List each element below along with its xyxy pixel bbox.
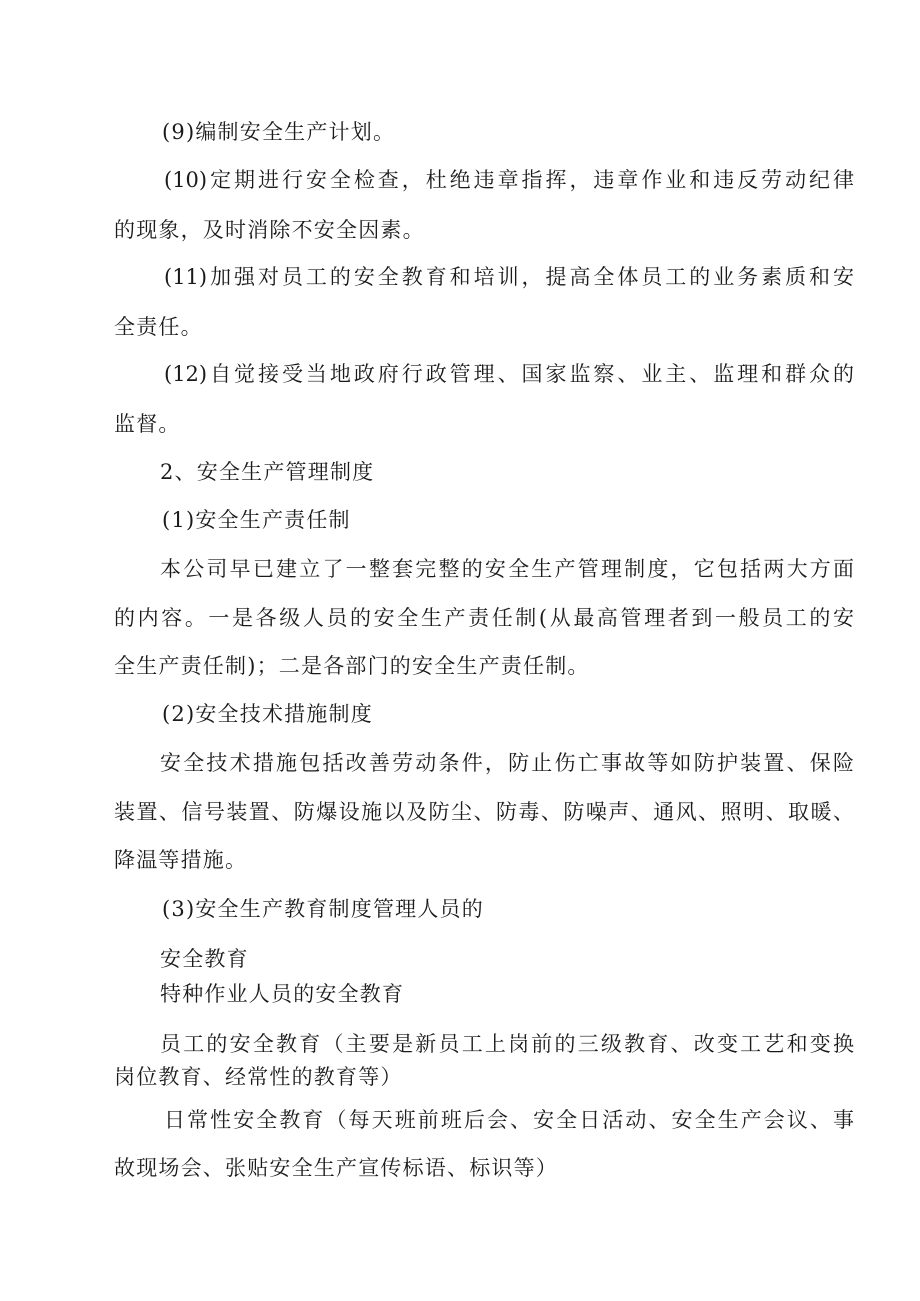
subsection-3-heading: (3)安全生产教育制度管理人员的 <box>162 897 484 921</box>
subsection-2-line-2: 装置、信号装置、防爆设施以及防尘、防毒、防噪声、通风、照明、取暖、 <box>114 800 854 824</box>
subsection-1-line-1: 本公司早已建立了一整套完整的安全生产管理制度，它包括两大方面 <box>160 557 854 581</box>
paragraph-11-line-2: 全责任。 <box>114 315 203 339</box>
paragraph-12-line-2: 监督。 <box>114 412 181 436</box>
education-item-employee-line-2: 岗位教育、经常性的教育等） <box>114 1065 403 1089</box>
paragraph-10-line-2: 的现象，及时消除不安全因素。 <box>114 218 425 242</box>
paragraph-10-line-1: (10)定期进行安全检查，杜绝违章指挥，违章作业和违反劳动纪律 <box>164 168 854 192</box>
subsection-1-line-2: 的内容。一是各级人员的安全生产责任制(从最高管理者到一般员工的安 <box>114 606 854 630</box>
education-item-daily-line-2: 故现场会、张贴安全生产宣传标语、标识等） <box>114 1156 558 1180</box>
subsection-2-heading: (2)安全技术措施制度 <box>162 702 373 726</box>
paragraph-11-line-1: (11)加强对员工的安全教育和培训，提高全体员工的业务素质和安 <box>164 265 854 289</box>
education-item-daily-line-1: 日常性安全教育（每天班前班后会、安全日活动、安全生产会议、事 <box>164 1108 854 1132</box>
subsection-2-line-1: 安全技术措施包括改善劳动条件，防止伤亡事故等如防护装置、保险 <box>160 751 854 775</box>
subsection-2-line-3: 降温等措施。 <box>114 848 248 872</box>
education-item-special-operations: 特种作业人员的安全教育 <box>160 982 405 1006</box>
subsection-1-heading: (1)安全生产责任制 <box>162 508 351 532</box>
education-item-management: 安全教育 <box>160 947 249 971</box>
subsection-1-line-3: 全生产责任制)；二是各部门的安全生产责任制。 <box>114 654 590 678</box>
paragraph-9: (9)编制安全生产计划。 <box>162 120 396 144</box>
education-item-employee-line-1: 员工的安全教育（主要是新员工上岗前的三级教育、改变工艺和变换 <box>160 1032 854 1056</box>
paragraph-12-line-1: (12)自觉接受当地政府行政管理、国家监察、业主、监理和群众的 <box>164 362 854 386</box>
section-2-heading: 2、安全生产管理制度 <box>160 460 375 484</box>
